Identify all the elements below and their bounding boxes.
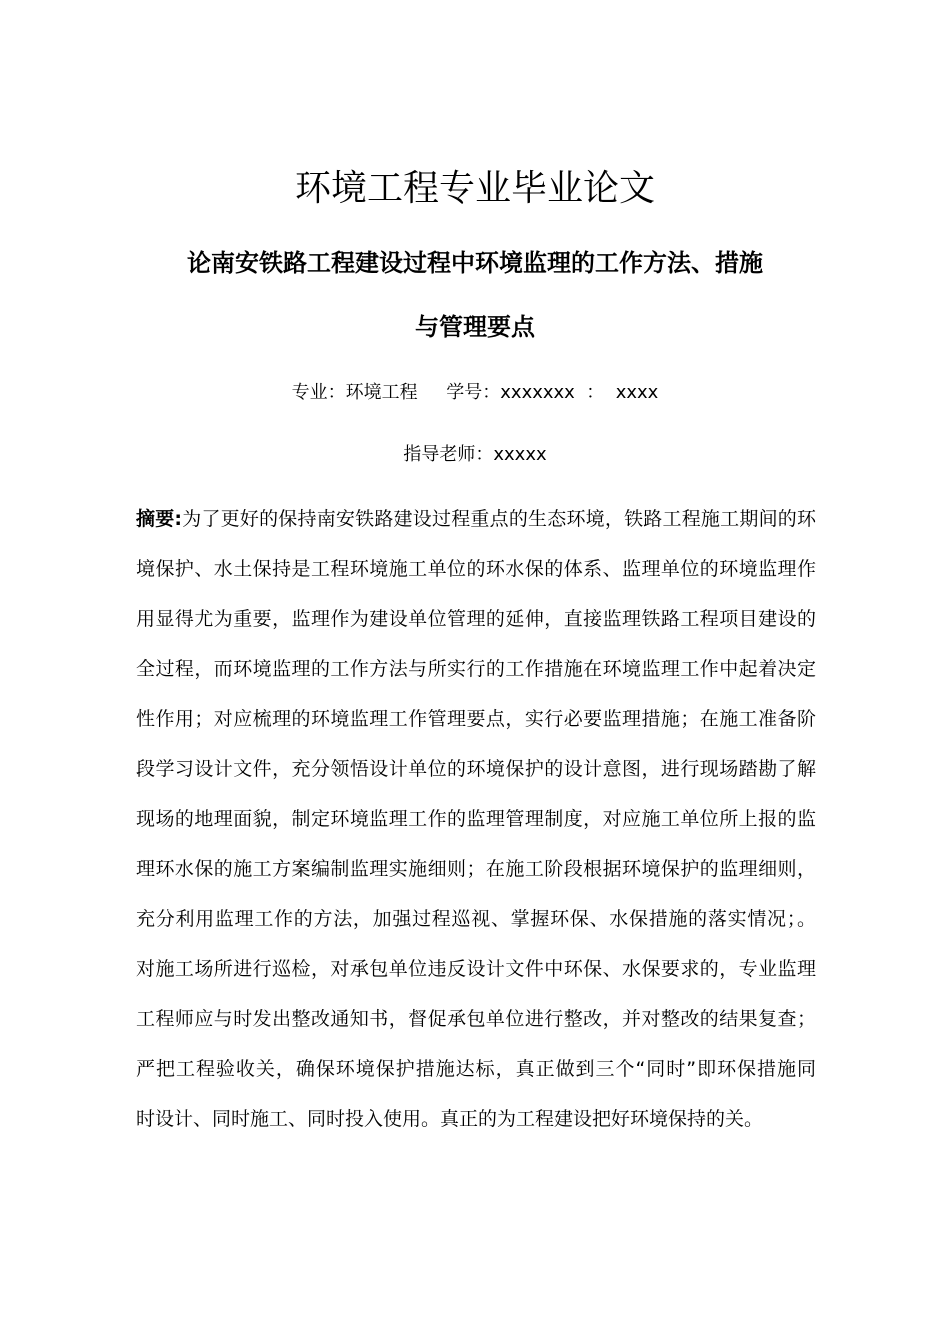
- abstract-line: 全过程，而环境监理的工作方法与所实行的工作措施在环境监理工作中起着决定: [136, 658, 816, 680]
- abstract-line: 用显得尤为重要，监理作为建设单位管理的延伸，直接监理铁路工程项目建设的: [136, 608, 816, 630]
- abstract-line: 段学习设计文件，充分领悟设计单位的环境保护的设计意图，进行现场踏勘了解: [136, 758, 816, 780]
- abstract-line: 工程师应与时发出整改通知书，督促承包单位进行整改，并对整改的结果复查；: [136, 1008, 816, 1030]
- abstract-block: [136, 505, 816, 1155]
- main-title: 环境工程专业毕业论文: [294, 168, 655, 209]
- major-student-id-line: 专业：环境工程 学号：xxxxxxx ： xxxx: [291, 382, 659, 403]
- abstract-line-text: 为了更好的保持南安铁路建设过程重点的生态环境，铁路工程施工期间的环: [182, 508, 816, 530]
- abstract-line: 性作用；对应梳理的环境监理工作管理要点，实行必要监理措施；在施工准备阶: [136, 708, 816, 730]
- abstract-line: 充分利用监理工作的方法，加强过程巡视、掌握环保、水保措施的落实情况；。: [136, 908, 816, 930]
- abstract-line: 时设计、同时施工、同时投入使用。真正的为工程建设把好环境保持的关。: [136, 1108, 764, 1130]
- abstract-line: 理环水保的施工方案编制监理实施细则；在施工阶段根据环境保护的监理细则，: [136, 858, 816, 880]
- abstract-line: 对施工场所进行巡检，对承包单位违反设计文件中环保、水保要求的，专业监理: [136, 958, 816, 980]
- abstract-line: 严把工程验收关，确保环境保护措施达标，真正做到三个“同时”即环保措施同: [136, 1058, 816, 1080]
- abstract-label: 摘要:: [136, 508, 183, 530]
- abstract-line: 现场的地理面貌，制定环境监理工作的监理管理制度，对应施工单位所上报的监: [136, 808, 816, 830]
- subtitle-line-1: 论南安铁路工程建设过程中环境监理的工作方法、措施: [187, 249, 763, 277]
- abstract-line: [136, 505, 816, 555]
- abstract-line: 境保护、水土保持是工程环境施工单位的环水保的体系、监理单位的环境监理作: [136, 558, 816, 580]
- advisor-line: 指导老师：xxxxx: [403, 444, 547, 465]
- subtitle-line-2: 与管理要点: [415, 313, 535, 341]
